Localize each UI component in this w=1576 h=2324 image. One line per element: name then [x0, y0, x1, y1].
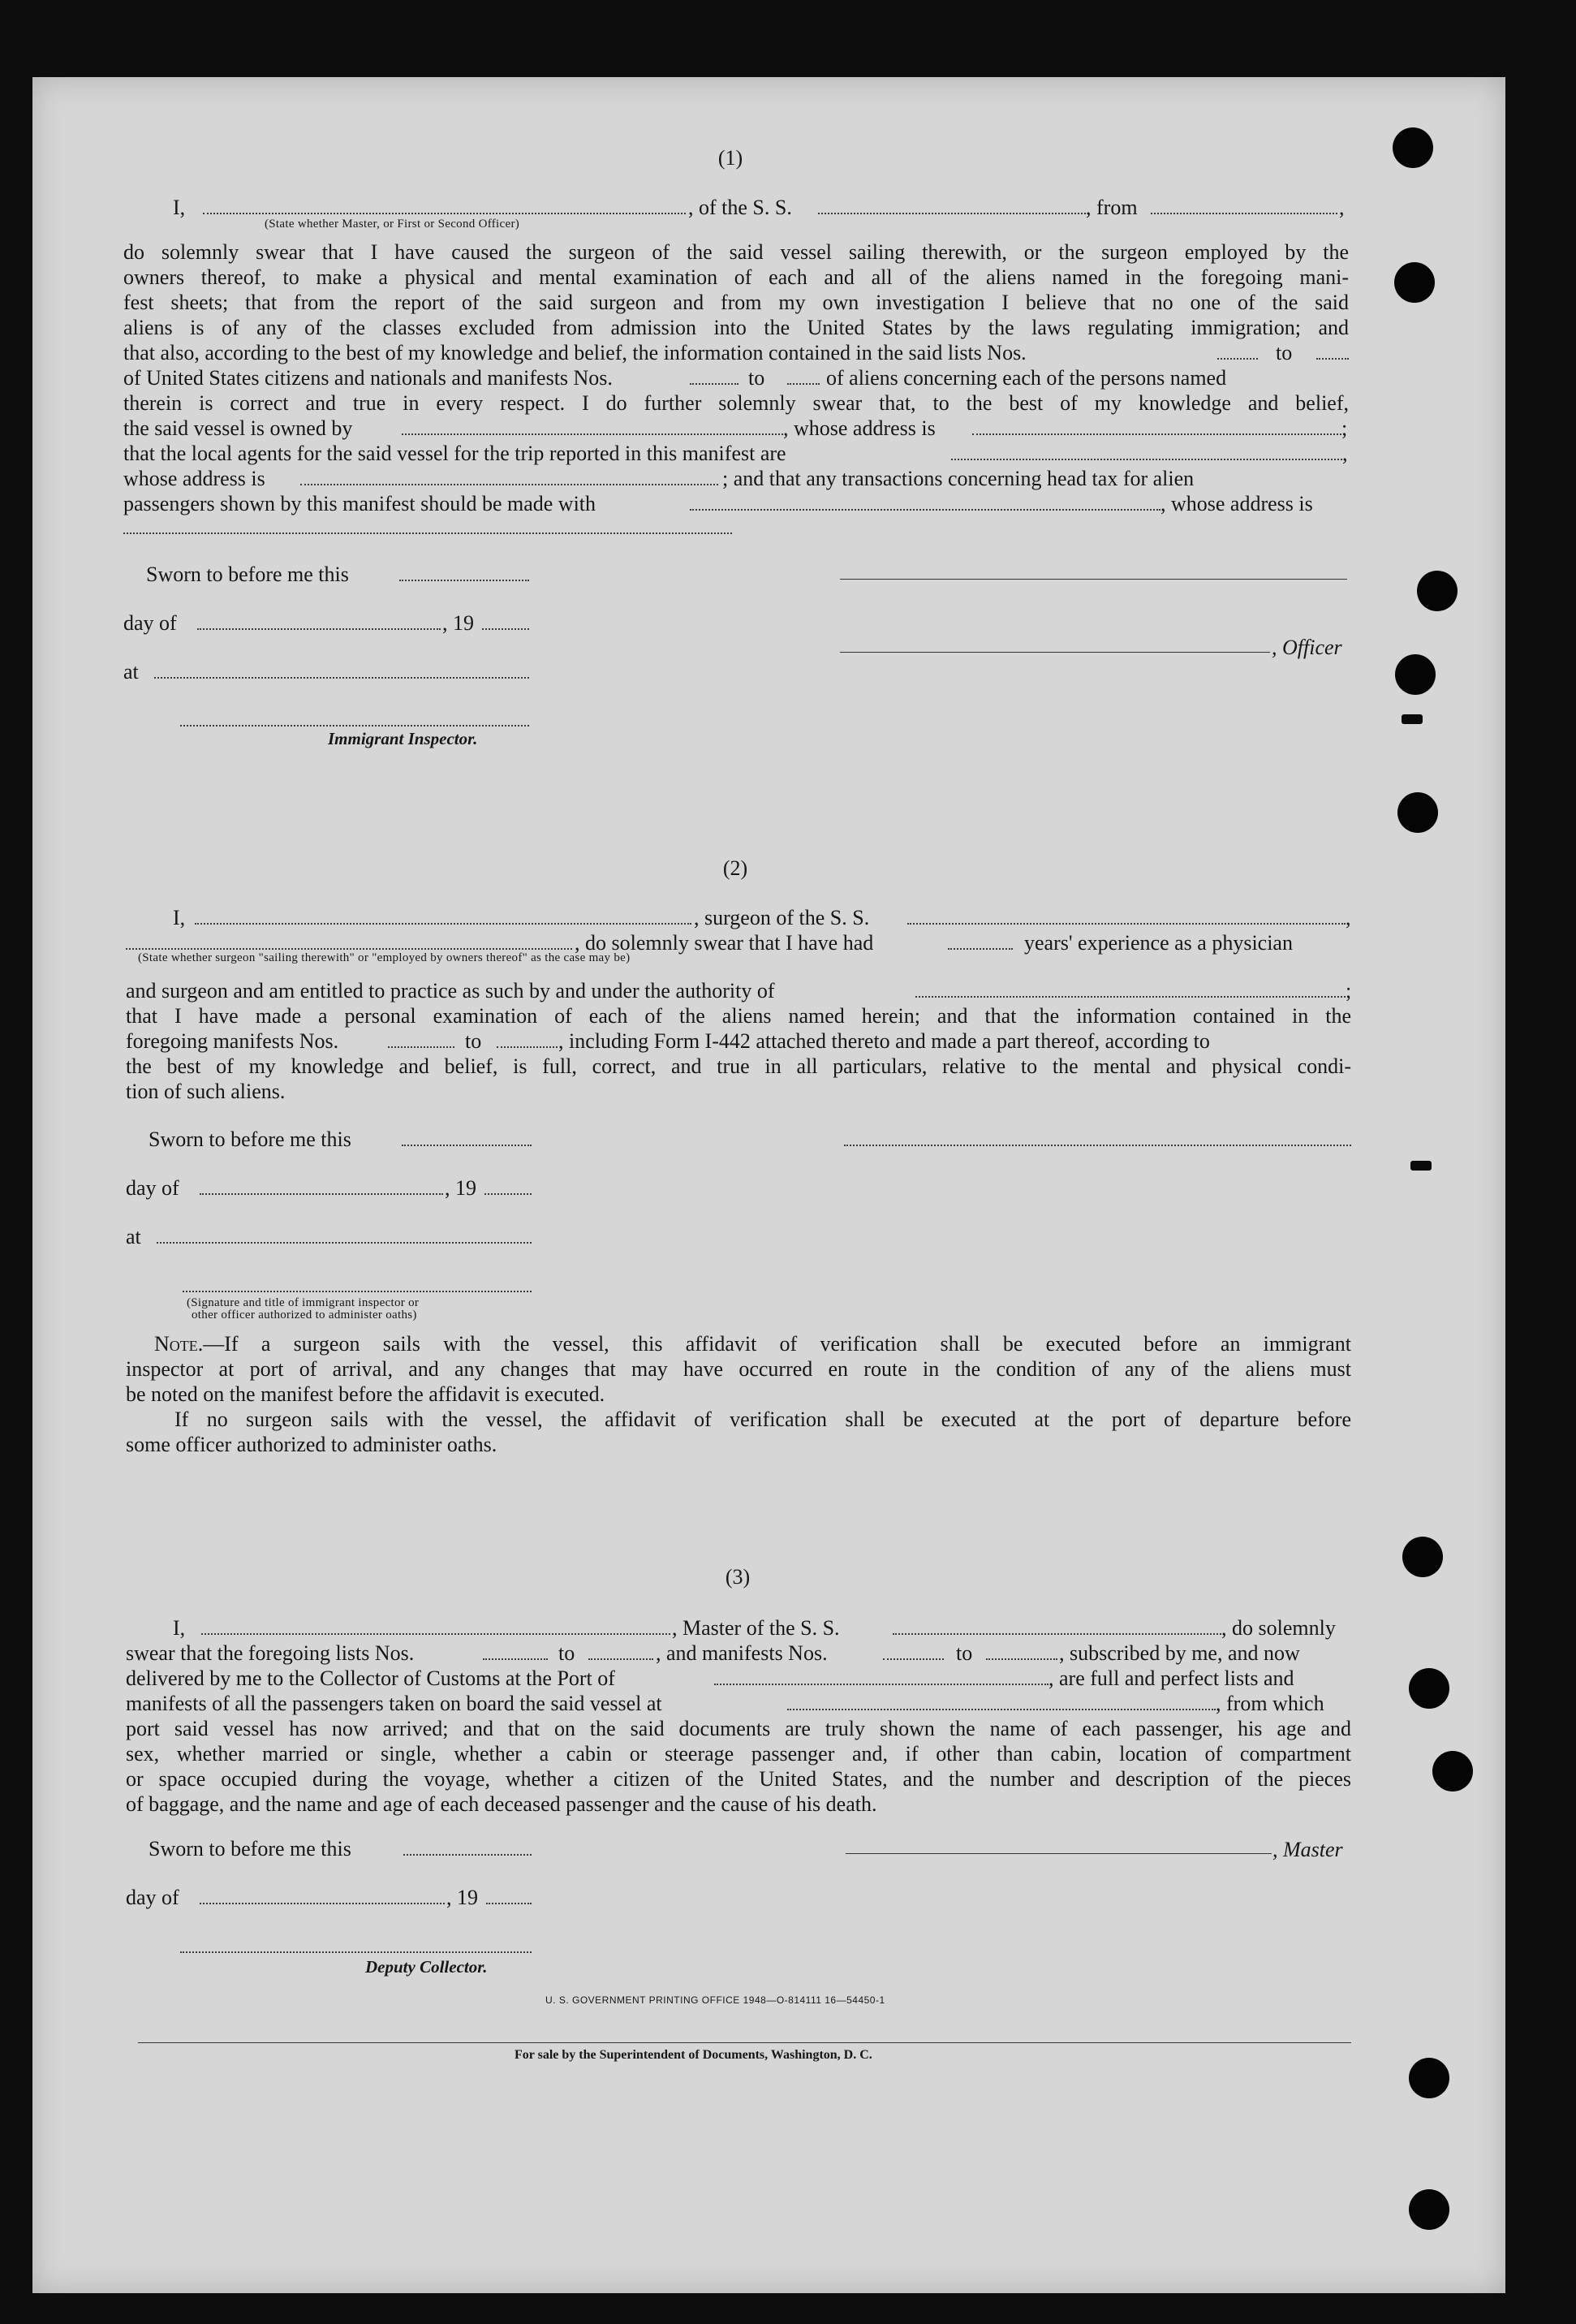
note-text: —If a surgeon sails with the vessel, this affidavit of verification shall be executed before an immigrant [203, 1332, 1351, 1356]
binder-hole [1397, 792, 1438, 833]
officer-hint: (State whether Master, or First or Second Officer) [265, 218, 520, 231]
note-line: be noted on the manifest before the affidavit is executed. [126, 1382, 605, 1406]
section-3-number: (3) [725, 1565, 751, 1589]
note-label: Note. [154, 1332, 204, 1356]
practice-text: and surgeon and am entitled to practice as such by and under the authority of [126, 979, 775, 1002]
at-label: at [126, 1225, 141, 1248]
owner-address-field[interactable] [972, 433, 1341, 435]
printing-office-imprint: U. S. GOVERNMENT PRINTING OFFICE 1948—O-814111 16—54450-1 [545, 1994, 885, 2006]
to-label: to [465, 1029, 482, 1053]
sworn-label: Sworn to before me this [149, 1128, 351, 1151]
manifests-text-2: of aliens concerning each of the persons named [826, 366, 1227, 390]
surgeon-hint: (State whether surgeon "sailing therewith" or "employed by owners thereof" as the case may be) [138, 951, 631, 964]
officer-signature-field[interactable] [183, 1291, 532, 1292]
day-of-label: day of [123, 611, 177, 635]
section-3-body-line: port said vessel has now arrived; and that on the said documents are truly shown the name of each passenger, his age and [126, 1717, 1351, 1740]
officer-signature-line-2[interactable] [840, 652, 1270, 653]
month-field[interactable] [197, 628, 441, 630]
inspector-caption: Immigrant Inspector. [328, 729, 478, 748]
section-1-body-line: aliens is of any of the classes excluded from admission into the United States by the laws regulating immigration; and [123, 316, 1349, 339]
agents-address-field[interactable] [300, 484, 718, 485]
lists-from-field[interactable] [1217, 358, 1258, 360]
binder-hole [1409, 2058, 1449, 2098]
officer-title: , Officer [1272, 636, 1342, 659]
year-field[interactable] [486, 1903, 532, 1904]
from-which-text: , from which [1216, 1692, 1324, 1715]
sworn-label: Sworn to before me this [149, 1837, 351, 1860]
swear-text: , do solemnly swear that I have had [575, 931, 874, 955]
master-manifests-to-field[interactable] [986, 1658, 1057, 1660]
signature-caption: other officer authorized to administer oaths) [192, 1309, 417, 1322]
sworn-date-field[interactable] [399, 580, 529, 581]
delivered-text: delivered by me to the Collector of Customs at the Port of [126, 1666, 615, 1690]
comma: , [1346, 906, 1351, 929]
departure-port-field[interactable] [787, 1709, 1216, 1710]
subscribed-text: , subscribed by me, and now [1059, 1641, 1300, 1665]
year-label: , 19 [442, 611, 474, 635]
manifests-text: of United States citizens and nationals and manifests Nos. [123, 366, 613, 390]
head-tax-address-field[interactable] [123, 532, 732, 534]
at-field[interactable] [157, 1242, 532, 1244]
surgeon-manifests-from-field[interactable] [388, 1046, 454, 1048]
section-2-i: I, [173, 906, 186, 929]
section-1-i: I, [173, 196, 186, 219]
section-2-body-line: tion of such aliens. [126, 1080, 286, 1103]
exam-text: that I have made a personal examination of each of the aliens named herein; and that the information contained in the [126, 1004, 1351, 1028]
section-1-body-line: fest sheets; that from the report of the said surgeon and from my own investigation I believe that no one of the said [123, 291, 1349, 314]
years-text: years' experience as a physician [1024, 931, 1293, 955]
lists-to-field[interactable] [1316, 358, 1349, 360]
comma: , [1342, 442, 1348, 465]
agents-text: that the local agents for the said vessel for the trip reported in this manifest are [123, 442, 786, 465]
from-port-field[interactable] [1151, 213, 1337, 214]
whose-address-label: , whose address is [1160, 492, 1313, 515]
day-of-label: day of [126, 1886, 179, 1909]
inspector-signature-field[interactable] [180, 725, 529, 727]
passengers-text: passengers shown by this manifest should be made with [123, 492, 596, 515]
section-3-body-line: or space occupied during the voyage, whether a citizen of the United States, and the number and description of the pieces [126, 1767, 1351, 1791]
of-ss-label: , of the S. S. [688, 196, 792, 219]
to-label: to [558, 1641, 575, 1665]
lists-text: that also, according to the best of my knowledge and belief, the information contained in the said lists Nos. [123, 341, 1027, 364]
authority-field[interactable] [915, 996, 1346, 998]
binder-hole [1409, 1668, 1449, 1709]
owned-text: the said vessel is owned by [123, 416, 353, 440]
surgeon-type-field[interactable] [126, 948, 572, 950]
master-lists-to-field[interactable] [588, 1658, 653, 1660]
sworn-date-field[interactable] [402, 1145, 532, 1146]
binder-hole [1402, 1537, 1443, 1577]
whose-address-label: whose address is [123, 467, 265, 490]
surgeon-manifests-to-field[interactable] [497, 1046, 558, 1048]
section-2-body-line: the best of my knowledge and belief, is full, correct, and true in all particulars, relative to the mental and physical condi- [126, 1054, 1351, 1078]
binder-hole [1395, 654, 1436, 695]
surgeon-vessel-field[interactable] [907, 923, 1346, 925]
master-name-field[interactable] [203, 213, 686, 214]
note-line: some officer authorized to administer oaths. [126, 1433, 497, 1456]
binder-hole [1432, 1751, 1473, 1792]
master-signature-line[interactable] [846, 1853, 1272, 1854]
footer-rule [138, 2042, 1351, 2043]
binder-hole [1409, 2189, 1449, 2230]
head-tax-text: ; and that any transactions concerning head tax for alien [722, 467, 1195, 490]
port-field[interactable] [714, 1684, 1049, 1685]
year-label: , 19 [445, 1176, 476, 1200]
manifests-from-field[interactable] [690, 383, 738, 385]
year-field[interactable] [484, 1193, 532, 1195]
manifests-to-field[interactable] [787, 383, 820, 385]
collector-caption: Deputy Collector. [365, 1957, 488, 1977]
at-field[interactable] [154, 677, 529, 679]
master-vessel-field[interactable] [893, 1633, 1221, 1635]
note-line: If no surgeon sails with the vessel, the affidavit of verification shall be executed at the port of departure before [174, 1408, 1351, 1431]
head-tax-party-field[interactable] [690, 509, 1160, 511]
section-3-i: I, [173, 1616, 186, 1640]
surgeon-label: , surgeon of the S. S. [694, 906, 870, 929]
section-1-number: (1) [717, 146, 743, 170]
correct-text: therein is correct and true in every respect. I do further solemnly swear that, to the best of my knowledge and belief, [123, 391, 1349, 415]
master-title: , Master [1272, 1838, 1343, 1861]
section-3-body-line: of baggage, and the name and age of each deceased passenger and the cause of his death. [126, 1792, 877, 1816]
day-of-label: day of [126, 1176, 179, 1200]
section-1-body-line: owners thereof, to make a physical and mental examination of each and all of the aliens named in the foregoing mani- [123, 265, 1349, 289]
collector-signature-field[interactable] [180, 1951, 532, 1953]
binder-tab [1410, 1161, 1432, 1171]
taken-on-board-text: manifests of all the passengers taken on board the said vessel at [126, 1692, 662, 1715]
manifests-label: , and manifests Nos. [656, 1641, 828, 1665]
sworn-label: Sworn to before me this [146, 563, 349, 586]
semicolon: ; [1341, 416, 1348, 440]
owner-field[interactable] [402, 433, 783, 435]
at-label: at [123, 660, 139, 683]
comma: , [1339, 196, 1345, 219]
master-name-field[interactable] [201, 1633, 670, 1635]
for-sale-notice: For sale by the Superintendent of Documents, Washington, D. C. [515, 2048, 872, 2062]
year-field[interactable] [482, 628, 529, 630]
note-line: inspector at port of arrival, and any changes that may have occurred en route in the condition of any of the aliens must [126, 1357, 1351, 1381]
agents-field[interactable] [951, 459, 1342, 460]
years-field[interactable] [948, 948, 1013, 950]
section-1-body-line: do solemnly swear that I have caused the surgeon of the said vessel sailing therewith, or the surgeon employed by the [123, 240, 1349, 264]
to-label: to [1276, 341, 1293, 364]
month-field[interactable] [200, 1193, 443, 1195]
from-label: , from [1086, 196, 1138, 219]
to-label: to [956, 1641, 973, 1665]
owner-address-label: , whose address is [783, 416, 936, 440]
lists-text: swear that the foregoing lists Nos. [126, 1641, 415, 1665]
binder-hole [1394, 262, 1435, 303]
surgeon-name-field[interactable] [195, 923, 691, 925]
section-3-body-line: sex, whether married or single, whether a cabin or steerage passenger and, if other than cabin, location of compartment [126, 1742, 1351, 1766]
full-lists-text: , are full and perfect lists and [1049, 1666, 1294, 1690]
vessel-name-field[interactable] [818, 213, 1086, 214]
binder-tab [1402, 714, 1423, 724]
master-lists-from-field[interactable] [483, 1658, 548, 1660]
master-manifests-from-field[interactable] [883, 1658, 944, 1660]
year-label: , 19 [446, 1886, 478, 1909]
binder-hole [1393, 127, 1433, 168]
surgeon-signature-field[interactable] [844, 1145, 1351, 1146]
to-label: to [748, 366, 765, 390]
note-line [154, 1331, 1351, 1356]
signature-caption: (Signature and title of immigrant inspector or [187, 1296, 420, 1309]
master-of-label: , Master of the S. S. [672, 1616, 840, 1640]
section-2-number: (2) [722, 856, 748, 880]
do-solemnly-text: , do solemnly [1221, 1616, 1336, 1640]
semicolon: ; [1346, 979, 1352, 1002]
officer-signature-line-1[interactable] [840, 579, 1347, 580]
binder-hole [1417, 571, 1458, 611]
manifests-text: foregoing manifests Nos. [126, 1029, 339, 1053]
form-i442-text: , including Form I-442 attached thereto and made a part thereof, according to [558, 1029, 1210, 1053]
month-field[interactable] [200, 1903, 445, 1904]
sworn-date-field[interactable] [403, 1854, 532, 1856]
